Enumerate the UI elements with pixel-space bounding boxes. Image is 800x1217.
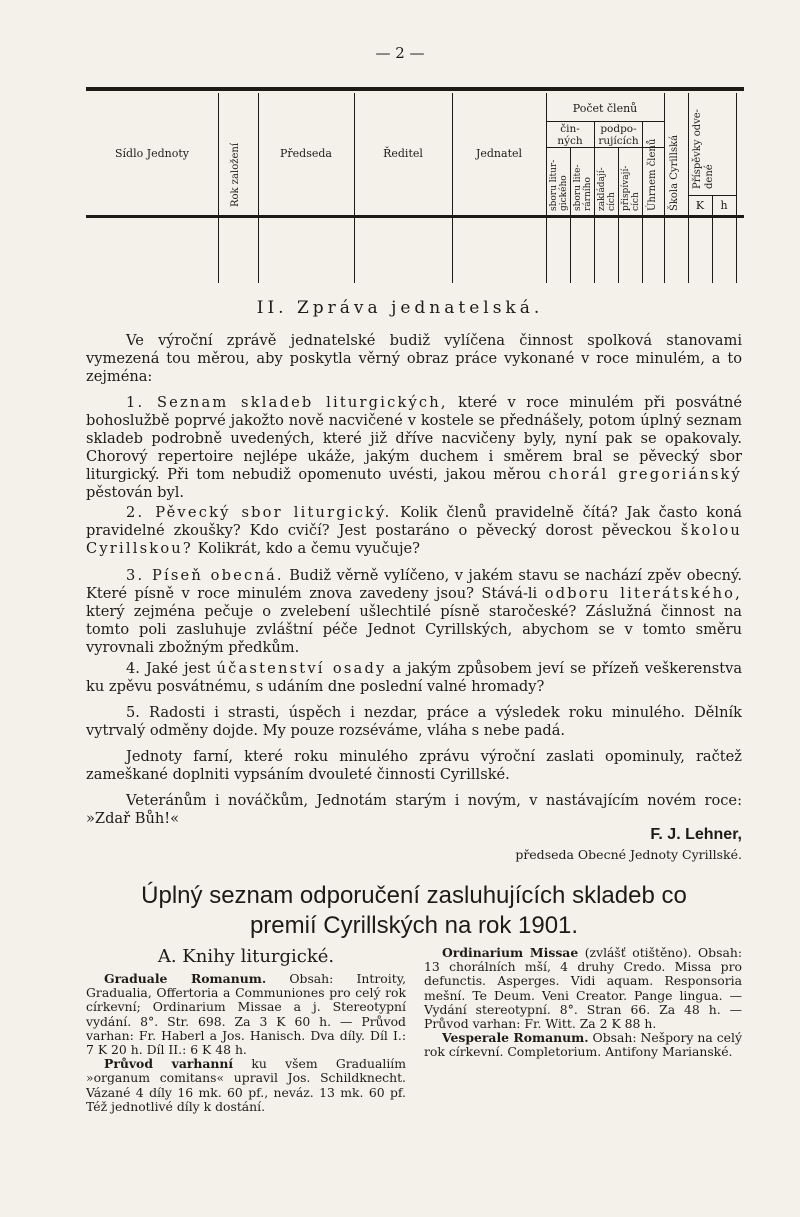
col-secretary: Jednatel [475,147,523,160]
page-number: — 2 — [375,44,425,62]
note-paragraph: Jednoty farní, které roku minulého zprávu výroční zaslati opominuly, račtež zameškané doplniti vypsáním dvouleté činnosti Cyrillské. [86,748,742,783]
table-header-rule [86,215,744,218]
col-liturgical-choir: sboru litur- gického [549,159,569,211]
signature-title: předseda Obecné Jednoty Cyrillské. [515,847,742,862]
entry-vesperale: Vesperale Romanum. Obsah: Nešpory na celý rok církevní. Completorium. Antifony Marianské. [424,1030,742,1060]
item-4: 4. Jaké jest účastenství osady a jakým způsobem jeví se přízeň veškerenstva ku zpěvu posvátnému, s udáním dne poslední valné hromady? [86,660,743,695]
col-founding: zakládají- cích [597,167,617,211]
closing-paragraph: Veteránům i nováčkům, Jednotám starým i novým, v nastávajícím novém roce: »Zdař Bůh!« [86,792,742,827]
left-column [86,972,406,1114]
entry-pruvod: Průvod varhanní ku všem Gradualiím »organum comitans« upravil Jos. Schildknecht. Vázané 4 díly 16 mk. 60 pf., neváz. 13 mk. 60 pf. Též jednotlivé díly k dostání. [86,1056,406,1114]
col-k: K [695,199,705,212]
col-contributions: Příspěvky odve- dené [692,108,715,189]
item-1: 1. Seznam skladeb liturgických, které v roce minulém při posvátné bohoslužbě poprvé jakožto nově nacvičené v kostele se přednášely, potom úplný seznam skladeb podrobně uvedených, které již dříve nacvičeny byly, nyní pak se opakovaly. Chorový repertoire nejlépe ukáže, jakým duchem i směrem bral se pěvecký sbor liturgický. Při tom nebudiž opomenuto uvésti, jakou měrou chorál gregoriánský pěstován byl. [86,394,742,501]
table-top-rule [86,87,744,91]
section-title: II. Zpráva jednatelská. [256,298,544,318]
entry-ordinarium: Ordinarium Missae (zvlášť otištěno). Obsah: 13 chorálních mší, 4 druhy Credo. Missa pro defunctis. Asperges. Vidi aquam. Responsoria mešní. Te Deum. Veni Creator. Pange lingua. — Vydání stereotypní. 8°. Stran 66. Za 48 h. — Průvod varhan: Fr. Witt. Za 2 K 88 h. [424,945,742,1032]
col-members-count: Počet členů [572,102,638,115]
category-heading: A. Knihy liturgické. [157,946,335,967]
catalog-title-line1: Úplný seznam odporučení zasluhujících skladeb co [141,882,687,909]
entry-graduale: Graduale Romanum. Obsah: Introity, Gradualia, Offertoria a Communiones pro celý rok církevní; Ordinarium Missae a j. Stereotypní vydání. 8°. Str. 698. Za 3 K 60 h. — Průvod varhan: Fr. Haberl a Jos. Hanisch. Dva díly. Díl I.: 7 K 20 h. Díl II.: 6 K 48 h. [86,971,407,1058]
item-3: 3. Píseň obecná. Budiž věrně vylíčeno, v jakém stavu se nachází zpěv obecný. Které písně v roce minulém znova zavedeny jsou? Stává-li odboru literátského, který zejména pečuje o zvelebení ušlechtilé písně staročeské? Záslužná činnost na tomto poli zasluhuje zvláštní péče Jednot Cyrillských, abychom se v tomto směru vyrovnali zbožným předkům. [86,567,742,656]
right-column [424,946,742,1060]
item-5: 5. Radosti i strasti, úspěch i nezdar, práce a výsledek roku minulého. Dělník vytrvalý odměny dojde. My pouze rozséváme, vláha s nebe padá. [86,704,742,739]
col-supporting: podpo- rujících [598,123,639,147]
signature: F. J. Lehner, [650,826,742,843]
intro-paragraph: Ve výroční zprávě jednatelské budiž vylíčena činnost spolková stanovami vymezená tou měrou, aby poskytla věrný obraz práce vykonané v roce minulém, a to zejména: [86,332,742,385]
col-school: Škola Cyrillská [669,134,680,211]
col-chairman: Předseda [280,147,332,160]
catalog-title-line2: premií Cyrillských na rok 1901. [249,912,579,939]
col-founded: Rok založení [230,142,241,207]
col-contributing: přispívají- cích [621,165,641,211]
col-total: Úhrnem členů [647,138,658,211]
registration-table [86,87,744,285]
col-seat: Sídlo Jednoty [114,147,190,160]
col-h: h [720,199,728,212]
item-2: 2. Pěvecký sbor liturgický. Kolik členů pravidelně čítá? Jak často koná pravidelné zkoušky? Kdo cvičí? Jest postaráno o pěvecký dorost pěveckou školou Cyrillskou? Kolikrát, kdo a čemu vyučuje? [86,504,742,557]
col-literary-choir: sboru lite- rárního [573,164,593,211]
col-director: Ředitel [383,147,423,160]
col-active: čin- ných [557,123,583,147]
